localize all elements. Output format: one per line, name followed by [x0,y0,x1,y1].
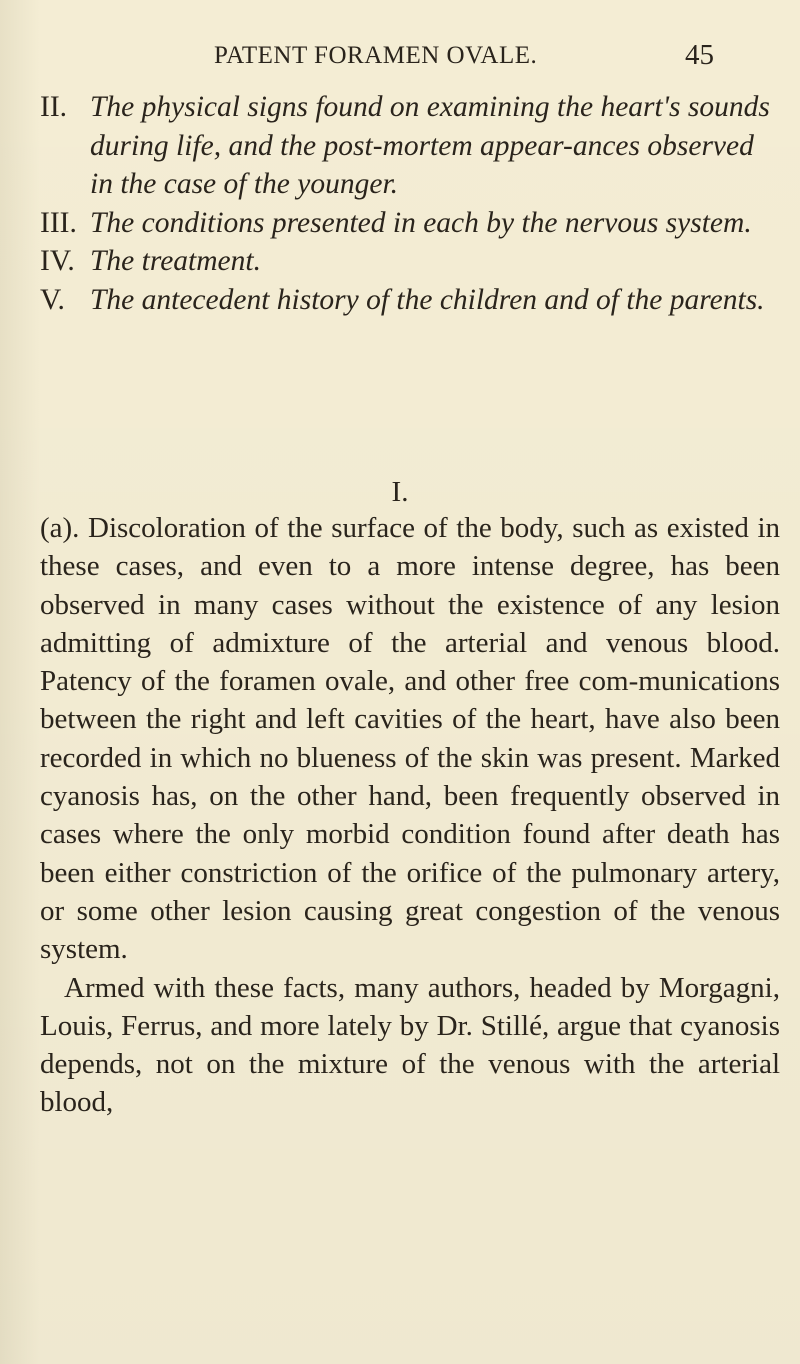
running-head [0,22,800,71]
list-item-number: III. [40,206,77,239]
list-item-number: IV. [40,245,75,277]
list-item-number: V. [40,283,65,316]
list-item [40,242,780,281]
running-title: PATENT FORAMEN OVALE. [214,42,538,69]
list-item-number: II. [40,91,68,123]
list-item [40,88,780,204]
paragraph: (a). Discoloration of the surface of the body, such as existed in these cases, and even to a more intense degree, has been observed in many cases without the existence of any lesion admitting of admixture of the arterial and venous blood. Patency of the foramen ovale, and other free com-munications between the right and left cavities of the heart, have also been recorded in which no blueness of the skin was present. Marked cyanosis has, on the other hand, been frequently observed in cases where the only morbid condition found after death has been either constriction of the orifice of the pulmonary artery, or some other lesion causing great congestion of the venous system. [40,512,780,966]
list-item-text: The antecedent history of the children and of the parents. [90,283,765,316]
list-item-text: The conditions presented in each by the nervous system. [90,206,752,239]
page-number: 45 [685,39,714,71]
list-item [40,281,780,320]
list-item [40,204,780,243]
list-item-text: The treatment. [90,245,261,277]
paragraph: Armed with these facts, many authors, headed by Morgagni, Louis, Ferrus, and more lately by Dr. Stillé, argue that cyanosis depends, not on the mixture of the venous with the arterial blood, [40,971,780,1119]
topic-list [40,88,780,319]
section-numeral: I. [391,476,409,508]
list-item-text: The physical signs found on examining the heart's sounds during life, and the post-mortem appear-ances observed in the case of the younger. [90,91,770,200]
body-text [40,509,780,1122]
